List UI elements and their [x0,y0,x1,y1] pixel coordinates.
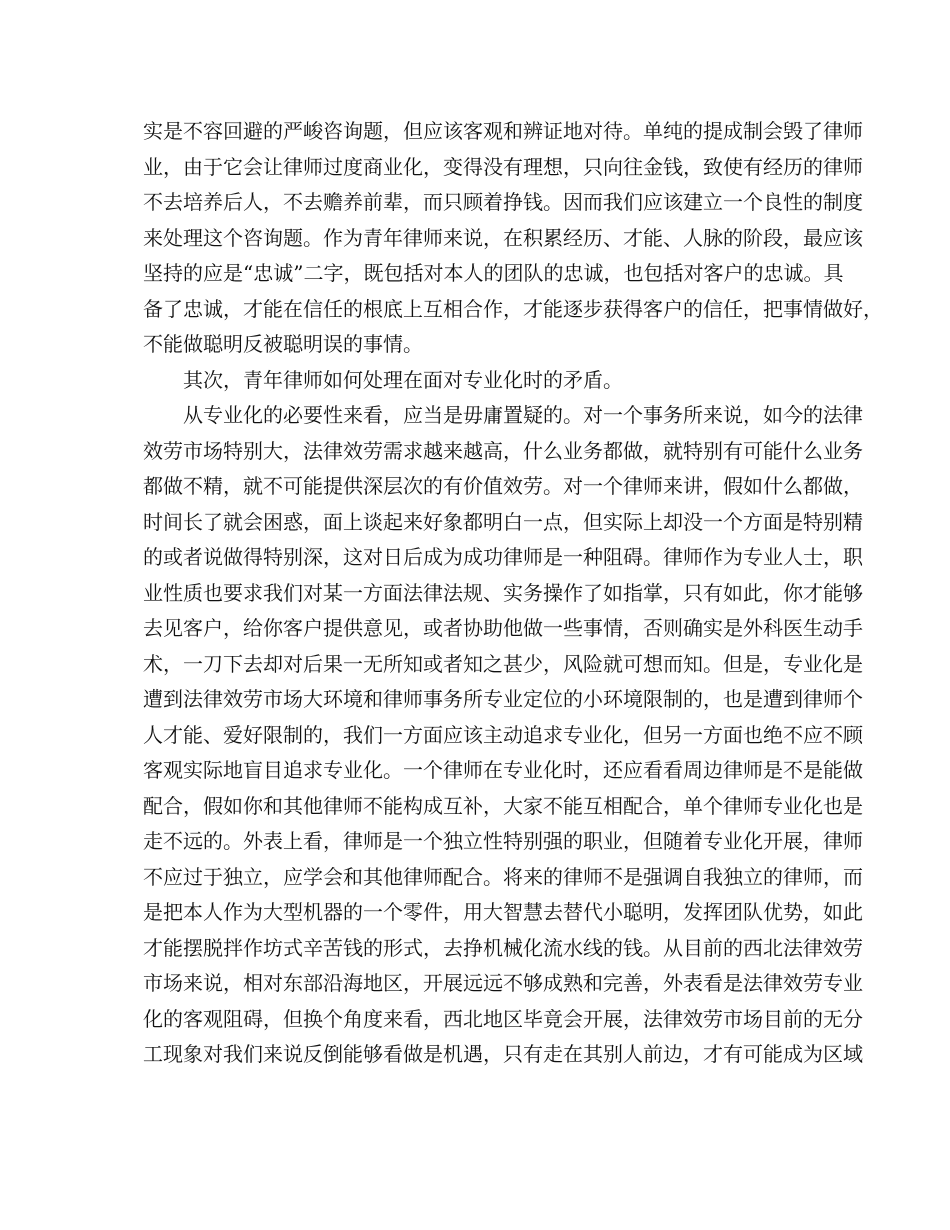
text-line: 不去培养后人，不去赡养前辈，而只顾着挣钱。因而我们应该建立一个良性的制度 [143,190,863,214]
paragraph-start-line: 从专业化的必要性来看，应当是毋庸置疑的。对一个事务所来说，如今的法律 [183,403,863,427]
text-line: 客观实际地盲目追求专业化。一个律师在专业化时，还应看看周边律师是不是能做 [143,758,863,782]
text-line: 来处理这个咨询题。作为青年律师来说，在积累经历、才能、人脉的阶段，最应该 [143,225,863,250]
text-line: 人才能、爱好限制的，我们一方面应该主动追求专业化，但另一方面也绝不应不顾 [143,722,863,747]
text-line: 不能做聪明反被聪明误的事情。 [143,332,423,356]
text-line: 的或者说做得特别深，这对日后成为成功律师是一种阻碍。律师作为专业人士，职 [143,545,863,569]
text-line: 术，一刀下去却对后果一无所知或者知之甚少，风险就可想而知。但是，专业化是 [143,651,863,676]
text-line: 不应过于独立，应学会和其他律师配合。将来的律师不是强调自我独立的律师，而 [143,864,863,889]
text-line: 都做不精，就不可能提供深层次的有价值效劳。对一个律师来讲，假如什么都做， [143,474,863,498]
text-line: 才能摆脱拌作坊式辛苦钱的形式，去挣机械化流水线的钱。从目前的西北法律效劳 [143,935,863,960]
paragraph-start-line: 其次，青年律师如何处理在面对专业化时的矛盾。 [183,367,623,392]
text-line: 业性质也要求我们对某一方面法律法规、实务操作了如指掌，只有如此，你才能够 [143,580,863,605]
text-line: 是把本人作为大型机器的一个零件，用大智慧去替代小聪明，发挥团队优势，如此 [143,900,863,924]
text-line: 工现象对我们来说反倒能够看做是机遇，只有走在其别人前边，才有可能成为区域 [143,1042,863,1066]
text-line: 备了忠诚，才能在信任的根底上互相合作，才能逐步获得客户的信任，把事情做好， [143,296,883,321]
text-line: 实是不容回避的严峻咨询题，但应该客观和辨证地对待。单纯的提成制会毁了律师 [143,119,863,143]
text-line: 配合，假如你和其他律师不能构成互补，大家不能互相配合，单个律师专业化也是 [143,793,863,818]
text-line: 坚持的应是“忠诚”二字，既包括对本人的团队的忠诚，也包括对客户的忠诚。具 [143,261,844,285]
text-line: 化的客观阻碍，但换个角度来看，西北地区毕竟会开展，法律效劳市场目前的无分 [143,1006,863,1031]
text-line: 走不远的。外表上看，律师是一个独立性特别强的职业，但随着专业化开展，律师 [143,829,863,853]
text-line: 市场来说，相对东部沿海地区，开展远远不够成熟和完善，外表看是法律效劳专业 [143,971,863,995]
text-line: 效劳市场特别大，法律效劳需求越来越高，什么业务都做，就特别有可能什么业务 [143,438,863,463]
text-line: 业，由于它会让律师过度商业化，变得没有理想，只向往金钱，致使有经历的律师 [143,154,863,179]
text-line: 时间长了就会困惑，面上谈起来好象都明白一点，但实际上却没一个方面是特别精 [143,509,863,534]
text-line: 去见客户，给你客户提供意见，或者协助他做一些事情，否则确实是外科医生动手 [143,616,863,640]
text-line: 遭到法律效劳市场大环境和律师事务所专业定位的小环境限制的，也是遭到律师个 [143,687,863,711]
body-text [143,114,883,1073]
